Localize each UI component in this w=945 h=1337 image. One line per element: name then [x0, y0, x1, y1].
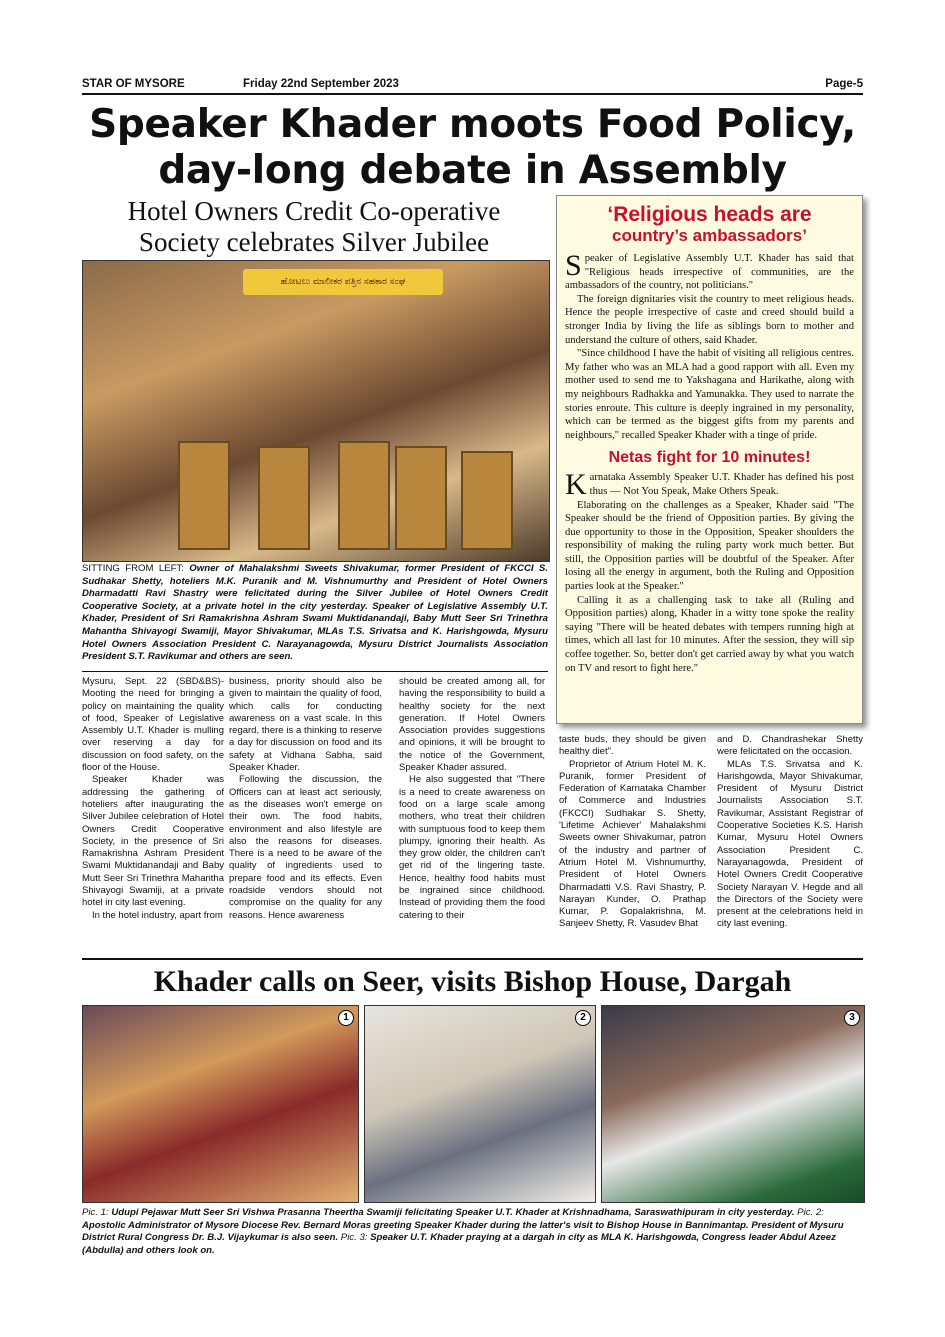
col3-para1: should be created among all, for having the responsibility to build a healthy society for the next generation. If Hotel Owners Association provides suggestions and opinions, it will be brought to the notice of the Government, Speaker Khader assured. — [399, 676, 545, 774]
photo-bishop-house — [364, 1005, 596, 1203]
article-column-2 — [229, 676, 382, 922]
col4-para2: Proprietor of Atrium Hotel M. K. Puranik, former President of Federation of Karnataka Chamber of Commerce and Industries (FKCCI) Sudhakar S. Shetty, 'Lifetime Achiever' Mahalakshmi Sweets owner Shivakumar, patron of the industry and partner of Atrium Hotel M. Vishnumurthy, President of Hotel Owners Dharmadatti V.S. Ravi Shastry, P. Narayan Kunder, O. Prathap Kumar, P. Gopalakrishna, M. Sanjeev Shetty, R. Vasudev Bhat — [559, 758, 706, 930]
article-column-4 — [559, 734, 706, 931]
photo-dargah — [601, 1005, 865, 1203]
main-headline-line1: Speaker Khader moots Food Policy, — [89, 102, 856, 147]
sidebar-para1: peaker of Legislative Assembly U.T. Khader has said that "Religious heads irrespective of communities, are the ambassadors of the country, not politicians." — [565, 253, 854, 292]
article-column-5 — [717, 734, 863, 931]
sidebar-section-1 — [557, 246, 862, 442]
col1-para1: Mysuru, Sept. 22 (SBD&BS)- Mooting the need for bringing a policy on maintaining the quality of food, Speaker of Legislative Assembly U.T. Khader is mulling over reserving a day for discussion on food safety, on the floor of the House. — [82, 676, 224, 774]
sidebar-para5: Elaborating on the challenges as a Speaker, Khader said "The Speaker should be the friend of Opposition parties. By giving the due opportunity to those in the Opposition, Speaker shoulders the responsibility of making the ruling party work much better. But still, the Opposition parties will be doubtful of the Speaker. After losing all the energy in argument, both the Ruling and Opposition parties look at the Speaker." — [565, 499, 854, 593]
sidebar-title-line1: ‘Religious heads are — [607, 203, 812, 226]
photo-number-2: 2 — [575, 1010, 591, 1026]
col3-para2: He also suggested that "There is a need to create awareness on food on a large scale among mothers, who treat their children with sumptuous food to keep them plumpy, ignoring their health. As they grow older, the children can't get rid of the lingering taste. Hence, healthy food habits must be ingrained since childhood. Instead of providing them the food catering to their — [399, 774, 545, 921]
main-headline-line2: day-long debate in Assembly — [158, 148, 787, 193]
plaque-1 — [178, 441, 230, 550]
sidebar-para3: "Since childhood I have the habit of visiting all religious centres. My father who was an MLA had a good rapport with all. Even my mother used to send me to Yakshagana and Harikathe, along with my neighbours Radhakka and Yamunakka. They used to narrate the stories enroute. This culture is deeply ingrained in my personality, which can be termed as the biggest gifts from my parents and neighbours," recalled Speaker Khader with a tinge of pride. — [565, 348, 854, 441]
subhead-line2: Society celebrates Silver Jubilee — [138, 227, 490, 257]
sidebar-section-2 — [557, 468, 862, 675]
sidebar-para4: arnataka Assembly Speaker U.T. Khader has defined his post thus — Not You Speak, Make Others Speak. — [589, 472, 854, 497]
pic2-caption: Apostolic Administrator of Mysore Diocese Rev. Bernard Moras greeting Speaker Khader during the latter's visit to Bishop House in Bannimantap. President of Mysuru District Rural Congress Dr. B.J. Vijaykumar is also seen. — [82, 1219, 844, 1244]
pic1-label: Pic. 1: — [82, 1207, 109, 1218]
col4-para1: taste buds, they should be given healthy diet". — [559, 734, 706, 758]
section-rule — [82, 958, 863, 960]
photo-number-3: 3 — [844, 1010, 860, 1026]
photo-number-1: 1 — [338, 1010, 354, 1026]
col1-para2: Speaker Khader was addressing the gathering of hoteliers after inaugurating the Silver Jubilee celebration of Hotel Owners Credit Cooperative Society, in the presence of Sri Ramakrishna Ashram President Swami Muktidanandaji and Baby Mutt Seer Sri Trinethra Mahantha Shivayogi Swamiji, at a private hotel in city last evening. — [82, 774, 224, 909]
subhead-line1: Hotel Owners Credit Co-operative — [127, 196, 501, 226]
photo-banner: ಹೋಟಲು ಮಾಲೀಕರ ಪತ್ತಿನ ಸಹಕಾರ ಸಂಘ — [243, 269, 443, 295]
caption-lead: SITTING FROM LEFT: — [82, 563, 184, 574]
col5-para1: and D. Chandrashekar Shetty were felicitated on the occasion. — [717, 734, 863, 758]
col1-para3: In the hotel industry, apart from — [92, 909, 223, 921]
col2-para1: business, priority should also be given to maintain the quality of food, which calls for conducting awareness on a vast scale. In this regard, there is a thinking to reserve a day for discussion on food and its safety at Vidhana Sabha, said Speaker Khader. — [229, 676, 382, 774]
col5-para2: MLAs T.S. Srivatsa and K. Harishgowda, Mayor Shivakumar, President of Mysuru District Journalists Association S.T. Ravikumar, Assistant Registrar of Cooperative Societies K.S. Harish Kumar, Mysuru Hotel Owners Association President C. Narayanagowda, President of Hotel Owners Credit Cooperative Society Narayan V. Hegde and all the Directors of the Society were present at the celebrations held in city last evening. — [717, 758, 863, 930]
sidebar-dropcap-k: K — [565, 468, 587, 502]
pic3-caption: Speaker U.T. Khader praying at a dargah in city as MLA K. Harishgowda, Congress leader Abdul Azeez (Abdulla) and others look on. — [82, 1232, 836, 1256]
bottom-headline: Khader calls on Seer, visits Bishop House, Dargah — [153, 965, 792, 998]
photo-seer — [82, 1005, 359, 1203]
page-number: Page-5 — [825, 78, 863, 90]
pic3-label: Pic. 3: — [340, 1232, 368, 1244]
pic1-caption: Udupi Pejawar Mutt Seer Sri Vishwa Prasanna Theertha Swamiji felicitating Speaker U.T. Khader at Krishnadhama, Saraswathipuram in city yesterday. — [111, 1207, 795, 1218]
bottom-caption — [82, 1207, 863, 1257]
sidebar-para6: Calling it as a challenging task to take all (Ruling and Opposition parties) along, Khader in a witty tone spoke the reality saying "There will be heated debates with tempers running high at times, which all last for 10 minutes. After the session, they will sip coffee together. So, better don't get carried away by what you watch on TV and resort to fight here." — [565, 594, 854, 674]
header-rule — [82, 93, 863, 95]
plaque-5 — [461, 451, 513, 550]
col2-para2: Following the discussion, the Officers can at least act seriously, as the diseases won't emerge on their own. The food habits, environment and also lifestyle are also the reasons for diseases. There is a need to be aware of the quality of ingredients used to prepare food and its effects. Even roadside vendors should not compromise on the quality for any reasons. Hence awareness — [229, 774, 382, 921]
sidebar-para2: The foreign dignitaries visit the country to meet religious heads. Hence the people irrespective of caste and creed should build a stronger India by living the life as siblings born to mother and understand the culture of others, said Khader. — [565, 293, 854, 346]
plaque-4 — [395, 446, 447, 550]
plaque-2 — [258, 446, 310, 550]
sidebar-title-line2: country’s ambassadors’ — [612, 226, 807, 245]
silver-jubilee-photo — [82, 260, 550, 562]
sidebar-title-2: Netas fight for 10 minutes! — [608, 449, 811, 467]
plaque-3 — [338, 441, 390, 550]
article-column-1 — [82, 676, 224, 922]
photo-caption — [82, 563, 548, 664]
caption-body: Owner of Mahalakshmi Sweets Shivakumar, former President of FKCCI S. Sudhakar Shetty, hoteliers M.K. Puranik and M. Vishnumurthy and President of Hotel Owners Dharmadatti Ravi Shastry were felicitated during the Silver Jubilee of Hotel Owners Credit Cooperative Society, at a private hotel in the city yesterday. Speaker of Legislative Assembly U.T. Khader, President of Sri Ramakrishna Ashram Swami Muktidanandaji, Baby Mutt Seer Sri Trinethra Mahantha Shivayogi Swamiji, Mayor Shivakumar, MLAs T.S. Srivatsa and K. Harishgowda, Mysuru Hotel Owners Association President C. Narayanagowda, Mysuru District Journalists Association President S.T. Ravikumar and others are seen. — [82, 563, 548, 663]
paper-name: STAR OF MYSORE — [82, 78, 185, 90]
pic2-label: Pic. 2: — [797, 1207, 824, 1218]
sidebar-dropcap-s: S — [565, 249, 582, 282]
caption-rule — [82, 671, 548, 672]
issue-date: Friday 22nd September 2023 — [243, 78, 399, 90]
sidebar-box — [556, 195, 863, 724]
article-column-3 — [399, 676, 545, 922]
